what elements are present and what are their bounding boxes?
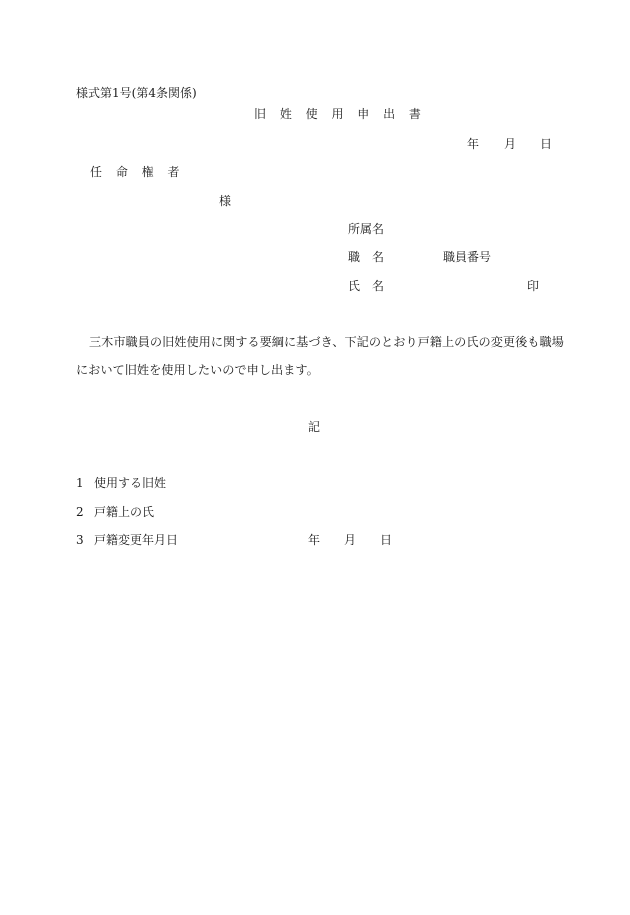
item-label: 戸籍変更年月日 [94,533,179,547]
change-date-year: 年 [308,533,321,547]
change-date-day: 日 [380,533,393,547]
date-year: 年 [467,137,480,151]
name-label: 氏 名 [348,279,385,293]
item-number: 2 [76,505,84,519]
body-line-1: 三木市職員の旧姓使用に関する要綱に基づき、下記のとおり戸籍上の氏の変更後も職場 [89,335,564,349]
date-month: 月 [504,137,517,151]
item-label: 使用する旧姓 [94,476,167,490]
item-number: 3 [76,533,84,547]
change-date-month: 月 [344,533,357,547]
form-label: 様式第1号(第4条関係) [76,86,197,100]
recipient-label: 任 命 権 者 [90,165,185,179]
body-line-2: において旧姓を使用したいので申し出ます。 [76,363,319,377]
recipient-honorific: 様 [219,194,232,208]
note-heading: 記 [308,420,321,434]
seal-label: 印 [527,279,540,293]
employee-number-label: 職員番号 [443,250,492,264]
item-number: 1 [76,476,84,490]
item-label: 戸籍上の氏 [94,505,155,519]
date-day: 日 [540,137,553,151]
position-label: 職 名 [348,250,385,264]
affiliation-label: 所属名 [348,222,385,236]
document-title: 旧 姓 使 用 申 出 書 [254,107,426,121]
